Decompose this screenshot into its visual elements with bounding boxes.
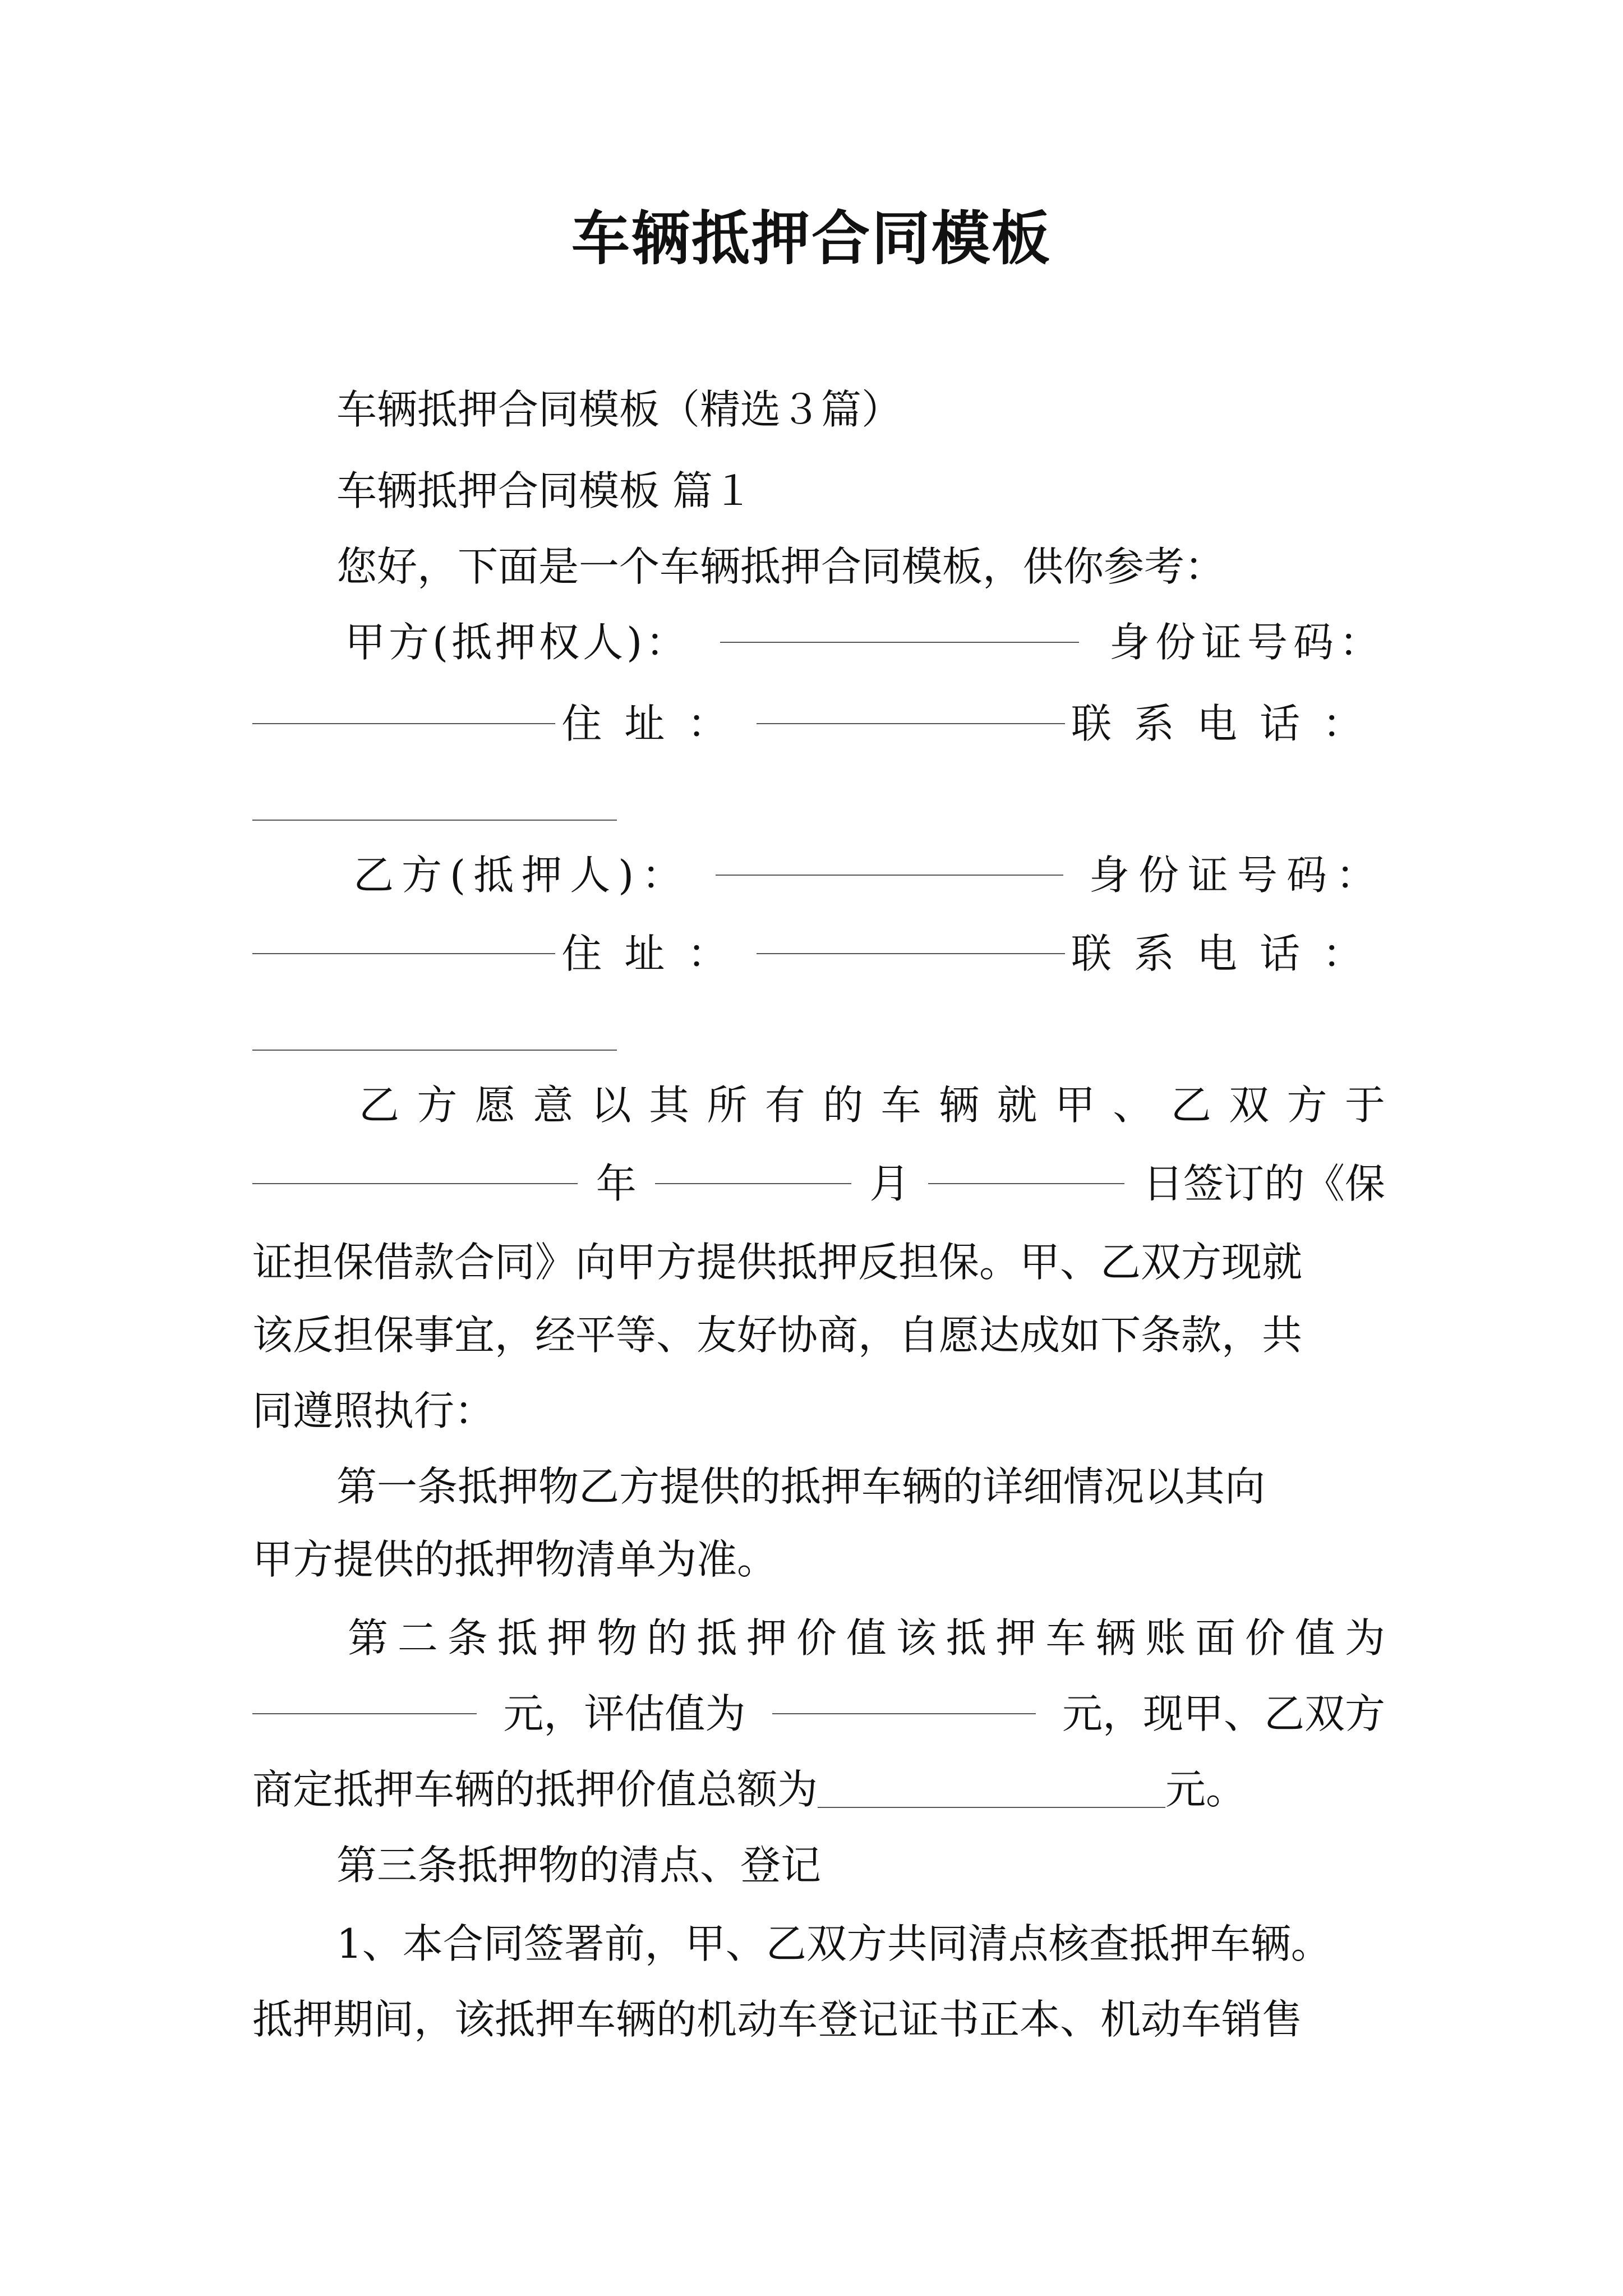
article-2-line-3 [252,1756,1385,1823]
party-a-label: 甲方(抵押权人)： [345,619,690,666]
party-b-address-blank [757,953,1065,954]
party-b-phone-label: 联系电话： [1071,930,1385,977]
party-b-phone-line [252,999,1385,1066]
greeting: 您好，下面是一个车辆抵押合同模板，供你参考： [336,543,1225,590]
party-a-phone-label: 联系电话： [1071,700,1385,747]
party-b-line [353,841,1385,909]
party-b-name-blank [716,875,1063,876]
intro-line-1: 乙 方 愿 意 以 其 所 有 的 车 辆 就 甲 、 乙 双 方 于 [359,1082,1385,1129]
intro-date-line [252,1150,1385,1217]
party-a-address-blank [757,723,1065,724]
article-2-yuan-1: 元，评估值为 [503,1690,746,1737]
party-b-label: 乙方(抵押人)： [353,852,690,899]
book-value-blank [252,1713,477,1714]
intro-line-5: 同遵照执行： [252,1387,495,1434]
party-a-name-blank [720,642,1079,643]
section-heading: 车辆抵押合同模板 篇１ [336,467,753,514]
article-1-line-2: 甲方提供的抵押物清单为准。 [252,1536,778,1583]
party-a-phone-line [252,769,1385,836]
article-3-heading: 第三条抵押物的清点、登记 [336,1842,822,1889]
party-b-phone-blank [252,1050,617,1051]
party-a-id-label: 身份证号码： [1109,619,1385,666]
party-a-phone-blank [252,820,617,821]
intro-line-3: 证担保借款合同》向甲方提供抵押反担保。甲、乙双方现就 [252,1239,1303,1286]
intro-day-blank [928,1183,1124,1184]
article-2-yuan-2: 元，现甲、乙双方 [1062,1690,1385,1737]
article-3-item-1-line-1: 1、本合同签署前，甲、乙双方共同清点核查抵押车辆。 [336,1920,1331,1967]
party-a-line [345,609,1385,676]
total-value-blank [818,1807,1165,1808]
intro-day-text: 日签订的《保 [1142,1160,1385,1207]
article-2-line-3b: 元。 [1165,1766,1247,1813]
subtitle: 车辆抵押合同模板（精选３篇） [336,386,902,433]
article-2-line-3a: 商定抵押车辆的抵押价值总额为 [252,1766,818,1813]
party-a-id-blank [252,723,555,724]
intro-month-blank [655,1183,851,1184]
party-b-address-line [252,920,1385,987]
party-b-address-label: 住址： [561,930,750,977]
party-a-address-label: 住址： [561,700,750,747]
article-2-line-1: 第 二 条 抵 押 物 的 抵 押 价 值 该 抵 押 车 辆 账 面 价 值 为 [348,1614,1385,1662]
party-b-id-label: 身份证号码： [1089,852,1385,899]
party-a-address-line [252,690,1385,757]
article-3-item-1-line-2: 抵押期间，该抵押车辆的机动车登记证书正本、机动车销售 [252,1996,1303,2043]
intro-month-label: 月 [869,1160,910,1207]
assessed-value-blank [772,1713,1036,1714]
article-2-line-2 [252,1680,1385,1747]
page-title: 车辆抵押合同模板 [571,204,1052,273]
intro-year-label: 年 [596,1160,637,1207]
intro-year-blank [252,1183,578,1184]
article-1-line-1: 第一条抵押物乙方提供的抵押车辆的详细情况以其向 [336,1463,1266,1510]
intro-line-4: 该反担保事宜，经平等、友好协商，自愿达成如下条款，共 [252,1312,1303,1359]
party-b-id-blank [252,953,555,954]
